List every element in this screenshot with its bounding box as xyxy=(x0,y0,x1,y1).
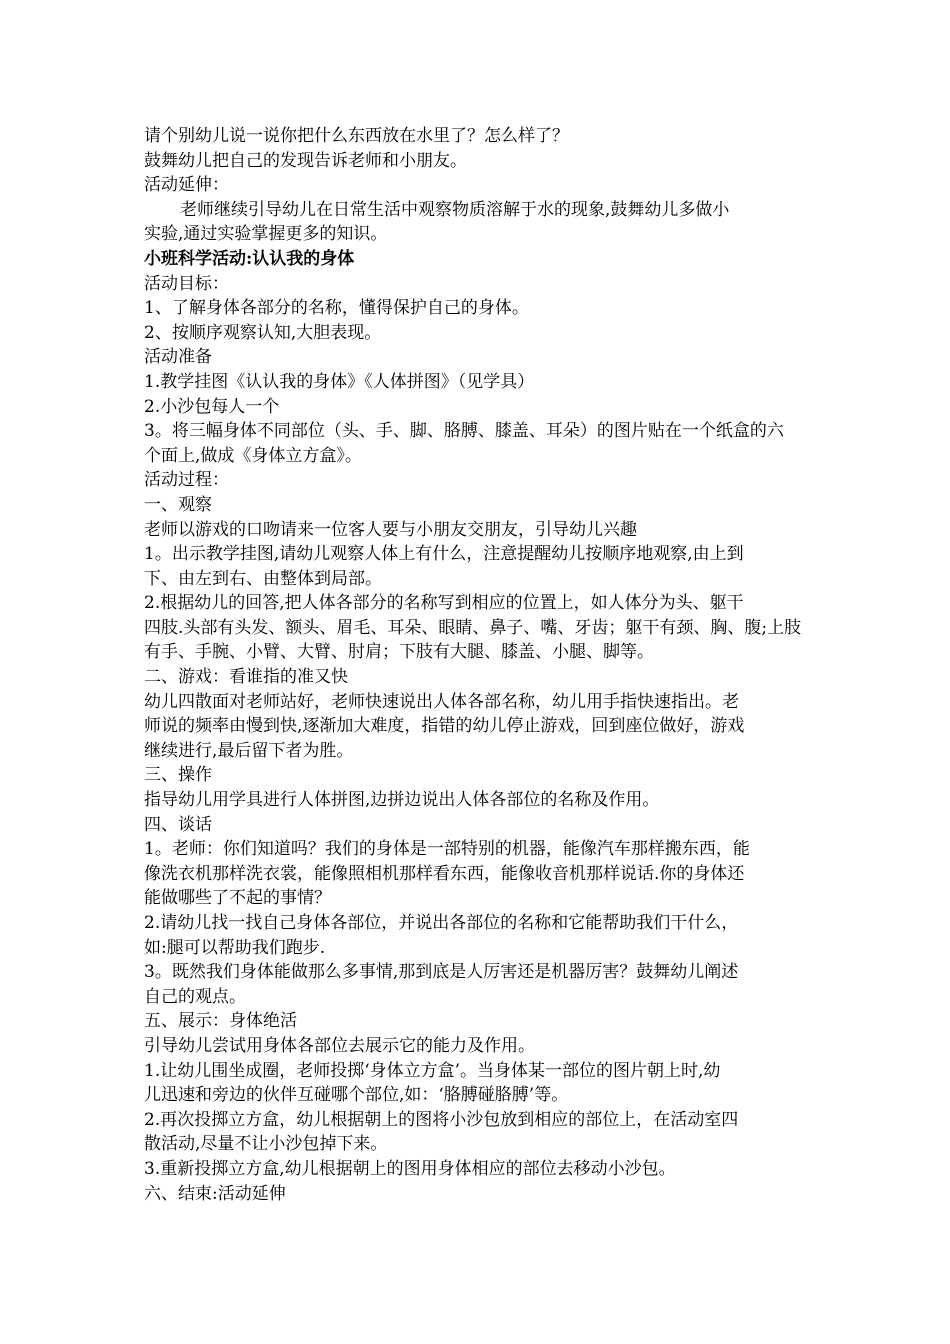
text-line: 2.小沙包每人一个 xyxy=(144,396,280,417)
document-body xyxy=(144,124,816,1206)
text-line: 1.让幼儿围坐成圈，老师投掷‘身体立方盒’。当身体某一部位的图片朝上时,幼 xyxy=(144,1060,721,1081)
text-line: 活动准备 xyxy=(144,347,212,368)
text-line: 请个别幼儿说一说你把什么东西放在水里了？怎么样了？ xyxy=(144,126,569,146)
text-line: 个面上,做成《身体立方盒》。 xyxy=(144,445,362,466)
text-line: 四肢.头部有头发、额头、眉毛、耳朵、眼睛、鼻子、嘴、牙齿；躯干有颈、胸、腹;上肢 xyxy=(144,617,802,638)
text-line: 2.再次投掷立方盒，幼儿根据朝上的图将小沙包放到相应的部位上，在活动室四 xyxy=(144,1109,739,1130)
text-line: 1.教学挂图《认认我的身体》《人体拼图》（见学具） xyxy=(144,371,535,392)
section-heading: 小班科学活动:认认我的身体 xyxy=(144,248,355,269)
text-line: 如:腿可以帮助我们跑步. xyxy=(144,937,326,958)
text-line: 下、由左到右、由整体到局部。 xyxy=(144,568,382,589)
text-line: 六、结束:活动延伸 xyxy=(144,1183,286,1204)
text-line: 像洗衣机那样洗衣裳，能像照相机那样看东西，能像收音机那样说话.你的身体还 xyxy=(144,863,745,884)
text-line: 3。既然我们身体能做那么多事情,那到底是人厉害还是机器厉害？鼓舞幼儿阐述 xyxy=(144,962,739,983)
text-line: 儿迅速和旁边的伙伴互碰哪个部位,如：‘胳膊碰胳膊’等。 xyxy=(144,1085,569,1106)
text-line: 2.根据幼儿的回答,把人体各部分的名称写到相应的位置上，如人体分为头、躯干 xyxy=(144,593,744,614)
text-line: 一、观察 xyxy=(144,494,212,515)
text-line: 3。将三幅身体不同部位（头、手、脚、胳膊、膝盖、耳朵）的图片贴在一个纸盒的六 xyxy=(144,421,784,442)
text-line: 实验,通过实验掌握更多的知识。 xyxy=(144,224,388,245)
text-line: 引导幼儿尝试用身体各部位去展示它的能力及作用。 xyxy=(144,1035,535,1056)
text-line: 师说的频率由慢到快,逐渐加大难度，指错的幼儿停止游戏，回到座位做好，游戏 xyxy=(144,716,745,737)
text-line: 活动目标： xyxy=(144,273,229,294)
text-line: 散活动,尽量不让小沙包掉下来。 xyxy=(144,1134,388,1155)
text-line: 三、操作 xyxy=(144,765,212,786)
text-line: 1、了解身体各部分的名称，懂得保护自己的身体。 xyxy=(144,298,529,319)
text-line: 四、谈话 xyxy=(144,814,212,835)
text-line: 幼儿四散面对老师站好，老师快速说出人体各部名称，幼儿用手指快速指出。老 xyxy=(144,691,739,712)
text-line: 有手、手腕、小臂、大臂、肘肩；下肢有大腿、膝盖、小腿、脚等。 xyxy=(144,642,654,663)
text-line: 老师继续引导幼儿在日常生活中观察物质溶解于水的现象,鼓舞幼儿多做小 xyxy=(180,199,730,220)
text-line: 2、按顺序观察认知,大胆表现。 xyxy=(144,322,382,343)
text-line: 活动过程： xyxy=(144,470,229,491)
text-line: 指导幼儿用学具进行人体拼图,边拼边说出人体各部位的名称及作用。 xyxy=(144,790,660,811)
text-line: 自己的观点。 xyxy=(144,986,246,1007)
text-line: 3.重新投掷立方盒,幼儿根据朝上的图用身体相应的部位去移动小沙包。 xyxy=(144,1158,676,1179)
text-line: 活动延伸： xyxy=(144,175,229,196)
text-line: 继续进行,最后留下者为胜。 xyxy=(144,740,354,761)
text-line: 二、游戏：看谁指的准又快 xyxy=(144,667,348,688)
text-line: 1。老师：你们知道吗？我们的身体是一部特别的机器，能像汽车那样搬东西，能 xyxy=(144,839,750,860)
text-line: 1。出示教学挂图,请幼儿观察人体上有什么，注意提醒幼儿按顺序地观察,由上到 xyxy=(144,544,744,565)
text-line: 能做哪些了不起的事情？ xyxy=(144,888,331,909)
text-line: 五、展示：身体绝活 xyxy=(144,1011,297,1032)
text-line: 鼓舞幼儿把自己的发现告诉老师和小朋友。 xyxy=(144,150,467,171)
text-line: 老师以游戏的口吻请来一位客人要与小朋友交朋友，引导幼儿兴趣 xyxy=(144,519,637,540)
text-line: 2.请幼儿找一找自己身体各部位，并说出各部位的名称和它能帮助我们干什么， xyxy=(144,913,739,933)
